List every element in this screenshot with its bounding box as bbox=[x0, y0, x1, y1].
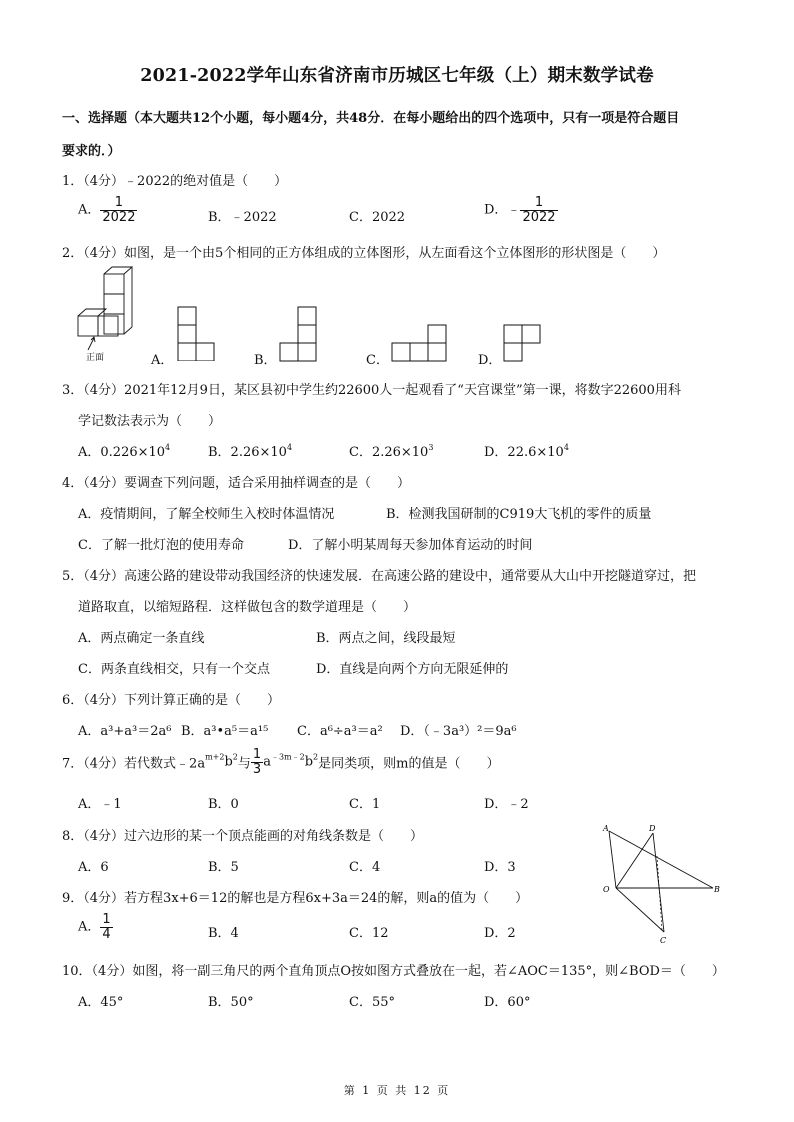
option-a-shape bbox=[176, 305, 218, 361]
question-10-option-a: A．45° bbox=[78, 995, 124, 1010]
question-8-option-b: B．5 bbox=[208, 860, 239, 875]
question-2-option-c: C． bbox=[366, 353, 389, 368]
fraction-numerator: 1 bbox=[534, 195, 544, 210]
question-8-stem: 8．（4分）过六边形的某一个顶点能画的对角线条数是（ ） bbox=[62, 829, 424, 844]
section-heading: 一、选择题（本大题共12个小题，每小题4分，共48分．在每小题给出的四个选项中，只有一项是符合题目 bbox=[62, 111, 680, 126]
fraction-numerator: 1 bbox=[252, 747, 262, 762]
question-5-option-a: A．两点确定一条直线 bbox=[78, 631, 205, 646]
question-9-option-d: D．2 bbox=[484, 926, 516, 941]
question-4-stem: 4．（4分）要调查下列问题，适合采用抽样调查的是（ ） bbox=[62, 476, 411, 491]
point-o-label: O bbox=[603, 885, 610, 894]
option-label: A． bbox=[78, 202, 101, 218]
option-label: D．﹣ bbox=[484, 202, 521, 218]
fraction-denominator: 2022 bbox=[522, 209, 556, 225]
question-3-option-d bbox=[484, 441, 569, 460]
exponent: 3 bbox=[428, 443, 434, 452]
fraction bbox=[100, 196, 137, 224]
exponent: 4 bbox=[563, 443, 569, 452]
question-4-option-d: D．了解小明某周每天参加体育运动的时间 bbox=[288, 538, 533, 553]
question-8-option-a: A．6 bbox=[78, 860, 109, 875]
option-c-shape bbox=[390, 323, 450, 363]
fraction bbox=[520, 196, 557, 224]
option-text: C．2.26×10 bbox=[349, 445, 429, 460]
question-7-option-a: A．﹣1 bbox=[78, 797, 122, 812]
front-label: 正面 bbox=[86, 353, 105, 363]
question-6-option-a: A．a³+a³＝2a⁶ bbox=[78, 724, 172, 739]
solid-cube-figure bbox=[72, 266, 142, 366]
question-4-option-a: A．疫情期间，了解全校师生入校时体温情况 bbox=[78, 507, 335, 522]
fraction-numerator: 1 bbox=[114, 195, 124, 210]
fraction-denominator: 2022 bbox=[102, 209, 136, 225]
point-a-label: A bbox=[603, 824, 609, 833]
question-4-option-b: B．检测我国研制的C919大飞机的零件的质量 bbox=[386, 507, 652, 522]
stem-text: 7．（4分）若代数式﹣2a bbox=[62, 756, 206, 772]
question-3-stem: 3．（4分）2021年12月9日，某区县初中学生约22600人一起观看了“天宫课堂”第一课，将数字22600用科 bbox=[62, 383, 681, 398]
question-9-option-b: B．4 bbox=[208, 926, 239, 941]
question-10-option-b: B．50° bbox=[208, 995, 254, 1010]
question-5-stem-cont: 道路取直，以缩短路程．这样做包含的数学道理是（ ） bbox=[78, 600, 417, 615]
page-title: 2021-2022学年山东省济南市历城区七年级（上）期末数学试卷 bbox=[140, 66, 654, 86]
exponent: 2 bbox=[232, 752, 238, 762]
question-8-option-d: D．3 bbox=[484, 860, 516, 875]
question-3-stem-cont: 学记数法表示为（ ） bbox=[78, 414, 222, 429]
triangle-rulers-figure bbox=[596, 822, 726, 947]
point-d-label: D bbox=[649, 824, 656, 833]
question-3-option-b bbox=[208, 441, 292, 460]
fraction-denominator: 3 bbox=[252, 761, 262, 777]
option-text: D．22.6×10 bbox=[484, 445, 564, 460]
option-text: A．0.226×10 bbox=[78, 445, 166, 460]
stem-text: a bbox=[263, 754, 271, 770]
point-c-label: C bbox=[660, 936, 667, 945]
question-7-stem bbox=[62, 748, 499, 776]
fraction bbox=[100, 913, 112, 941]
question-9-option-a bbox=[78, 913, 113, 941]
question-6-stem: 6．（4分）下列计算正确的是（ ） bbox=[62, 693, 281, 708]
question-1-stem: 1．（4分）﹣2022的绝对值是（ ） bbox=[62, 174, 288, 189]
stem-text: 是同类项，则m的值是（ ） bbox=[318, 756, 500, 772]
question-9-option-c: C．12 bbox=[349, 926, 389, 941]
fraction-numerator: 1 bbox=[102, 912, 111, 927]
question-2-option-a: A． bbox=[151, 353, 174, 368]
question-2-stem: 2．（4分）如图，是一个由5个相同的正方体组成的立体图形，从左面看这个立体图形的形状图是（ ） bbox=[62, 246, 666, 261]
question-1-option-c: C．2022 bbox=[349, 210, 406, 225]
fraction-denominator: 4 bbox=[102, 926, 111, 942]
question-10-option-c: C．55° bbox=[349, 995, 395, 1010]
page-footer: 第 1 页 共 12 页 bbox=[343, 1084, 451, 1097]
question-10-option-d: D．60° bbox=[484, 995, 531, 1010]
exponent: m+2 bbox=[205, 752, 225, 762]
question-2-option-d: D． bbox=[478, 353, 502, 368]
question-6-option-b: B．a³•a⁵＝a¹⁵ bbox=[181, 724, 269, 739]
question-5-option-d: D．直线是向两个方向无限延伸的 bbox=[316, 662, 509, 677]
question-2-option-b: B． bbox=[254, 353, 277, 368]
question-1-option-b: B．﹣2022 bbox=[208, 210, 277, 225]
option-text: B．2.26×10 bbox=[208, 445, 287, 460]
option-label: A． bbox=[78, 919, 101, 935]
question-1-option-a bbox=[78, 196, 137, 224]
question-9-stem: 9．（4分）若方程3x+6＝12的解也是方程6x+3a＝24的解，则a的值为（ ） bbox=[62, 891, 529, 906]
question-8-option-c: C．4 bbox=[349, 860, 381, 875]
question-3-option-a bbox=[78, 441, 170, 460]
stem-text: b bbox=[304, 754, 314, 770]
section-heading-cont: 要求的．） bbox=[62, 144, 121, 159]
exponent: 4 bbox=[286, 443, 293, 452]
question-6-option-c: C．a⁶÷a³＝a² bbox=[297, 724, 383, 739]
stem-text: b bbox=[224, 754, 233, 770]
question-7-option-c: C．1 bbox=[349, 797, 381, 812]
option-d-shape bbox=[502, 323, 544, 363]
question-7-option-d: D．﹣2 bbox=[484, 797, 529, 812]
stem-text: 与 bbox=[237, 756, 251, 772]
fraction bbox=[251, 748, 263, 776]
question-4-option-c: C．了解一批灯泡的使用寿命 bbox=[78, 538, 244, 553]
exponent: 2 bbox=[313, 752, 319, 762]
point-b-label: B bbox=[714, 885, 720, 894]
question-5-stem: 5．（4分）高速公路的建设带动我国经济的快速发展．在高速公路的建设中，通常要从大山中开挖隧道穿过，把 bbox=[62, 569, 697, 584]
question-5-option-b: B．两点之间，线段最短 bbox=[316, 631, 456, 646]
exponent: ﹣3m﹣2 bbox=[270, 752, 305, 762]
question-1-option-d bbox=[484, 196, 558, 224]
question-10-stem: 10．（4分）如图，将一副三角尺的两个直角顶点O按如图方式叠放在一起，若∠AOC＝135°，则∠BOD＝（ ） bbox=[62, 964, 725, 979]
question-5-option-c: C．两条直线相交，只有一个交点 bbox=[78, 662, 270, 677]
question-6-option-d: D．（﹣3a³）²＝9a⁶ bbox=[400, 724, 517, 739]
exponent: 4 bbox=[165, 443, 171, 452]
option-b-shape bbox=[278, 305, 320, 363]
question-7-option-b: B．0 bbox=[208, 797, 239, 812]
question-3-option-c bbox=[349, 441, 433, 460]
